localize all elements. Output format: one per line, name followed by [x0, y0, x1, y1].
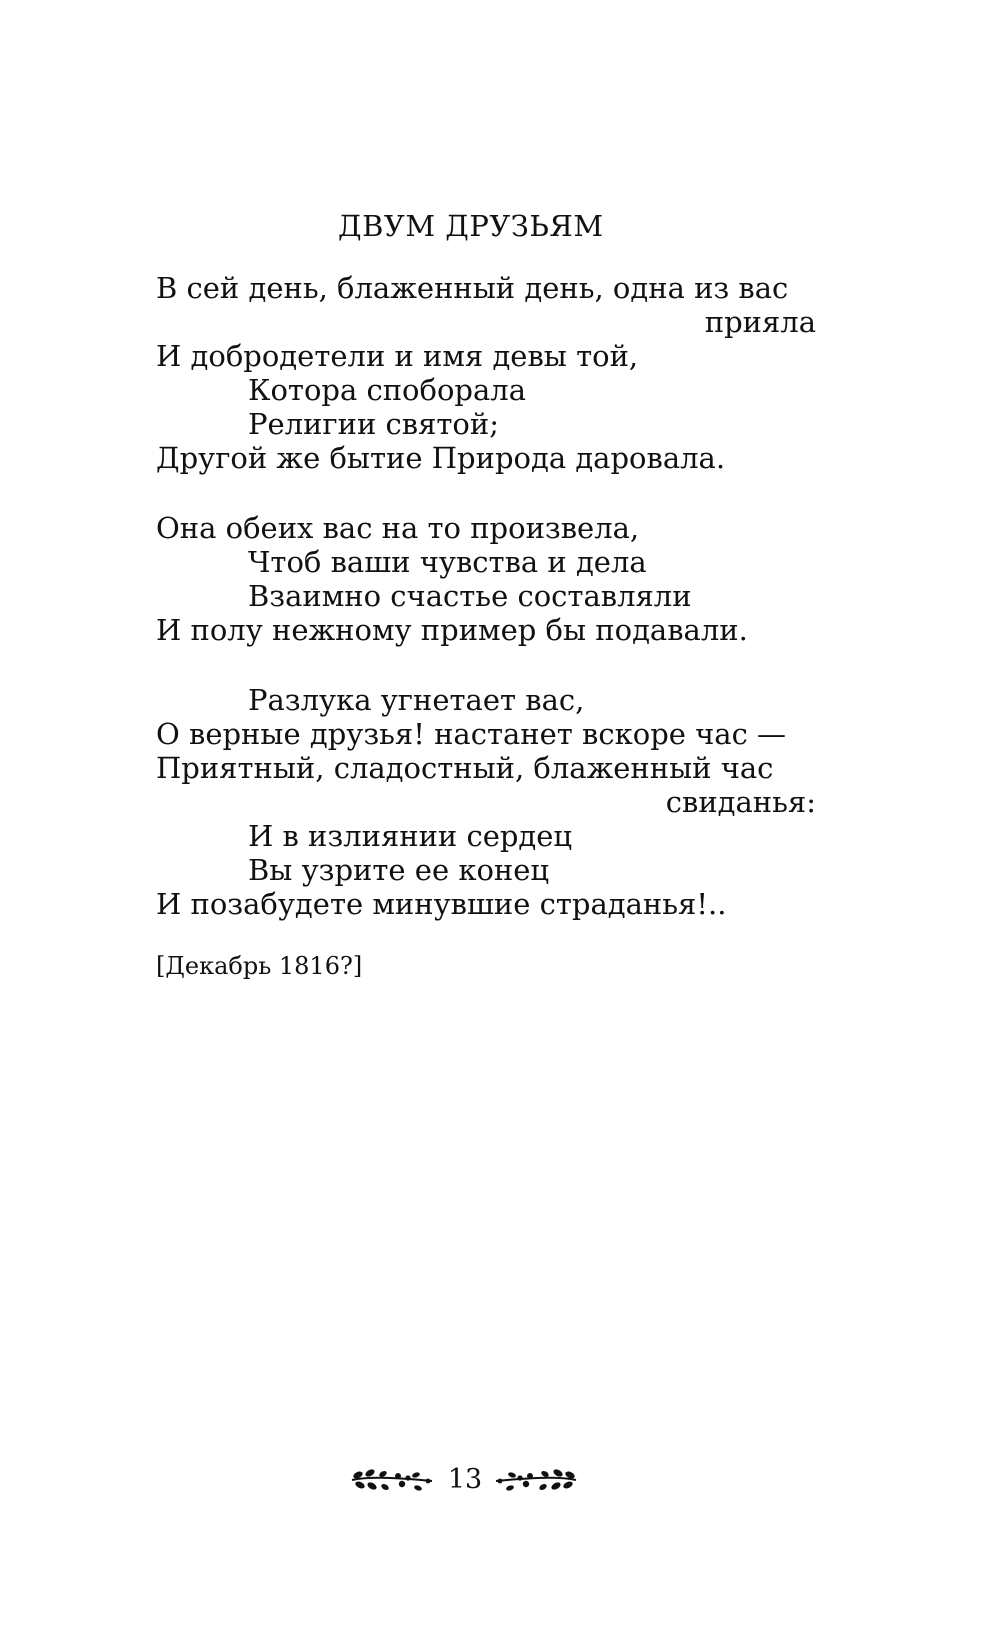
floral-ornament-icon [350, 1466, 434, 1496]
poem-line: И позабудете минувшие страданья!.. [156, 887, 727, 921]
poem-line: Котора споборала [248, 373, 526, 407]
poem-line: И в излиянии сердец [248, 819, 573, 853]
poem-line: Религии святой; [248, 407, 499, 441]
poem-line: Приятный, сладостный, блаженный час [156, 751, 774, 785]
poem-line: Взаимно счастье составляли [248, 579, 692, 613]
poem-line: И полу нежному пример бы подавали. [156, 613, 748, 647]
poem-line-continuation: свиданья: [665, 785, 816, 819]
page-footer [0, 1460, 930, 1504]
poem-date: [Декабрь 1816?] [156, 952, 363, 980]
poem-line: Вы узрите ее конец [248, 853, 550, 887]
poem-line: Другой же бытие Природа даровала. [156, 441, 726, 475]
poem-line: В сей день, блаженный день, одна из вас [156, 271, 789, 305]
poem-line: Она обеих вас на то произвела, [156, 511, 640, 545]
poem-line: И добродетели и имя девы той, [156, 339, 639, 373]
poem-title: ДВУМ ДРУЗЬЯМ [338, 209, 604, 243]
poem-line: Чтоб ваши чувства и дела [248, 545, 647, 579]
poem-line-continuation: прияла [704, 305, 816, 339]
poem-line: Разлука угнетает вас, [248, 683, 585, 717]
poem-line: О верные друзья! настанет вскоре час — [156, 717, 787, 751]
floral-ornament-icon [494, 1466, 578, 1496]
page-number: 13 [447, 1464, 483, 1495]
